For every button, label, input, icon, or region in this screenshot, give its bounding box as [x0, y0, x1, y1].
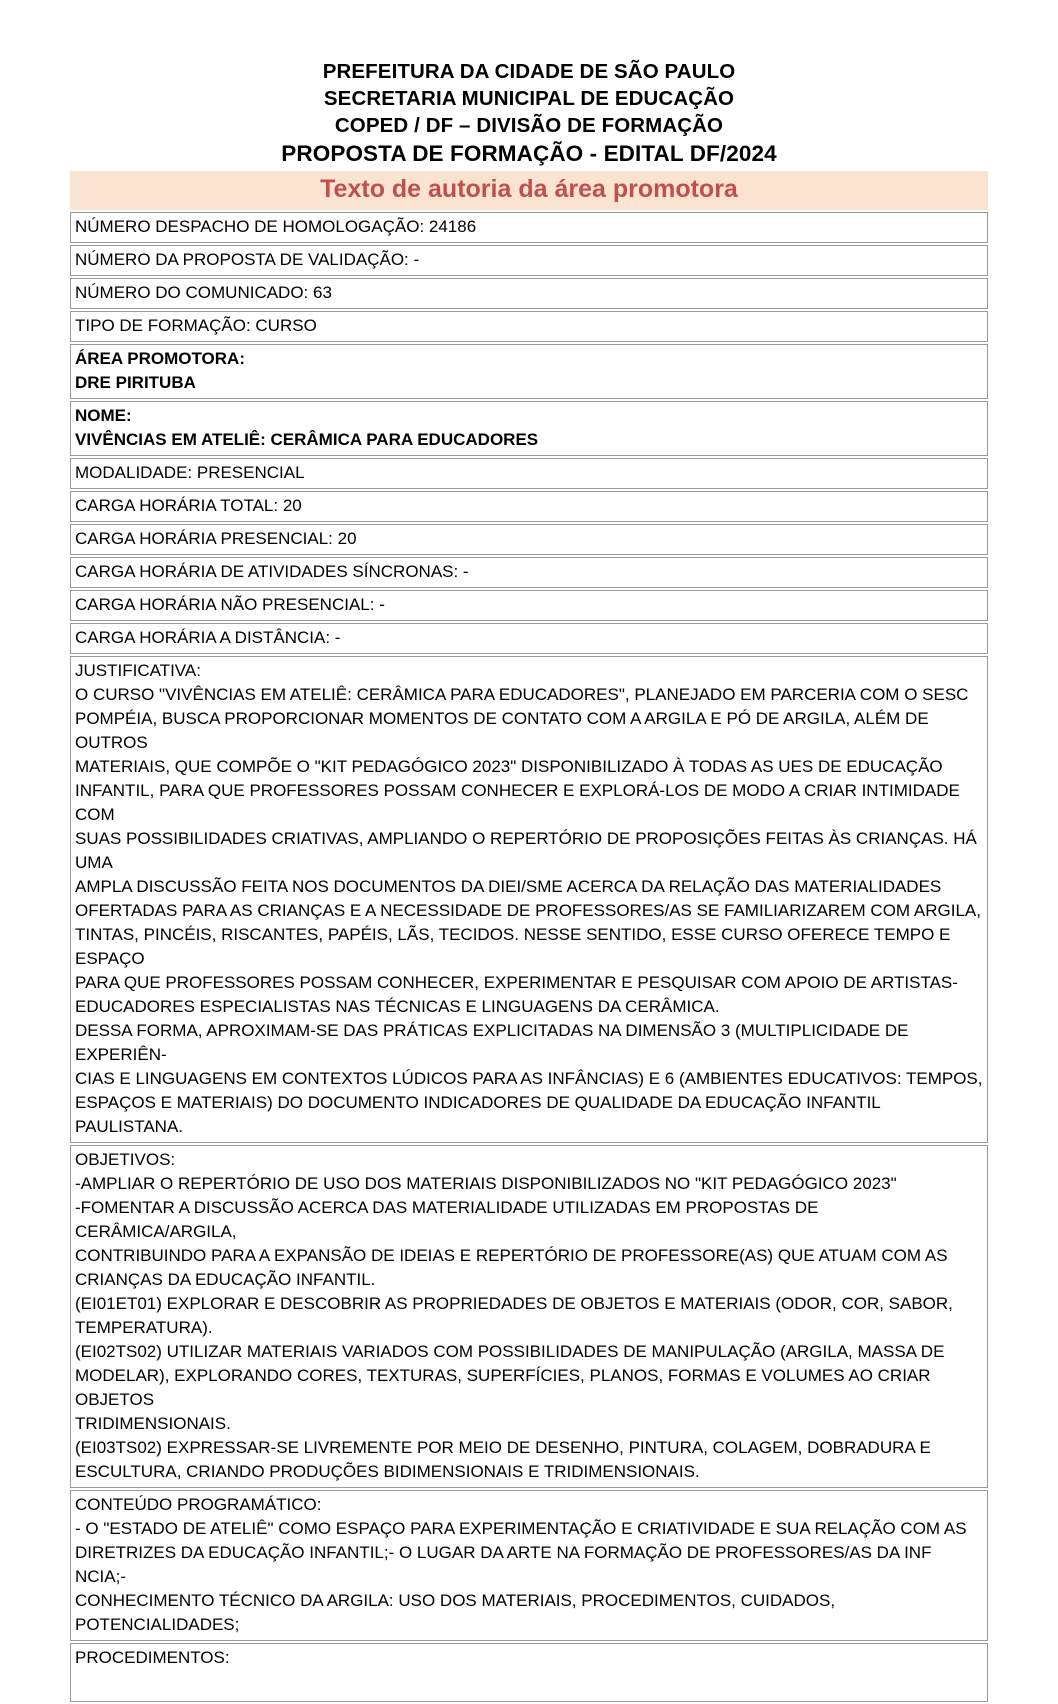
objetivos-line: -FOMENTAR A DISCUSSÃO ACERCA DAS MATERIALIDADE UTILIZADAS EM PROPOSTAS DE CERÂMICA/ARGILA, — [75, 1198, 824, 1241]
area-promotora-label: ÁREA PROMOTORA: — [75, 349, 245, 368]
table-row-carga-sincronas — [70, 557, 988, 588]
table-row-despacho — [70, 212, 988, 243]
field-area-promotora — [70, 344, 988, 399]
field-carga-nao-presencial: CARGA HORÁRIA NÃO PRESENCIAL: - — [70, 590, 988, 621]
banner-title: Texto de autoria da área promotora — [320, 175, 738, 203]
objetivos-line: -AMPLIAR O REPERTÓRIO DE USO DOS MATERIAIS DISPONIBILIZADOS NO "KIT PEDAGÓGICO 2023" — [75, 1174, 897, 1193]
field-tipo-formacao: TIPO DE FORMAÇÃO: CURSO — [70, 311, 988, 342]
nome-value: VIVÊNCIAS EM ATELIÊ: CERÂMICA PARA EDUCADORES — [75, 430, 539, 449]
table-row-nome — [70, 401, 988, 456]
table-row-justificativa — [70, 656, 988, 1143]
justificativa-line: AMPLA DISCUSSÃO FEITA NOS DOCUMENTOS DA DIEI/SME ACERCA DA RELAÇÃO DAS MATERIALIDADES — [75, 877, 942, 896]
area-promotora-value: DRE PIRITUBA — [75, 373, 196, 392]
table-row-modalidade — [70, 458, 988, 489]
field-justificativa — [70, 656, 988, 1143]
table-row-tipo-formacao — [70, 311, 988, 342]
procedimentos-label: PROCEDIMENTOS: — [75, 1648, 230, 1667]
table-row-objetivos — [70, 1145, 988, 1488]
conteudo-label: CONTEÚDO PROGRAMÁTICO: — [75, 1495, 322, 1514]
table-row-carga-presencial — [70, 524, 988, 555]
field-carga-distancia: CARGA HORÁRIA A DISTÂNCIA: - — [70, 623, 988, 654]
objetivos-line: (EI03TS02) EXPRESSAR-SE LIVREMENTE POR MEIO DE DESENHO, PINTURA, COLAGEM, DOBRADURA E — [75, 1438, 931, 1457]
justificativa-line: OFERTADAS PARA AS CRIANÇAS E A NECESSIDADE DE PROFESSORES/AS SE FAMILIARIZAREM COM ARGILA, — [75, 901, 981, 920]
justificativa-line: SUAS POSSIBILIDADES CRIATIVAS, AMPLIANDO O REPERTÓRIO DE PROPOSIÇÕES FEITAS ÀS CRIANÇAS. HÁ UMA — [75, 829, 982, 872]
objetivos-line: MODELAR), EXPLORANDO CORES, TEXTURAS, SUPERFÍCIES, PLANOS, FORMAS E VOLUMES AO CRIAR OBJETOS — [75, 1366, 936, 1409]
justificativa-label: JUSTIFICATIVA: — [75, 661, 201, 680]
field-nome — [70, 401, 988, 456]
table-row-conteudo — [70, 1490, 988, 1641]
table-row-proposta-validacao — [70, 245, 988, 276]
justificativa-line: PARA QUE PROFESSORES POSSAM CONHECER, EXPERIMENTAR E PESQUISAR COM APOIO DE ARTISTAS- — [75, 973, 958, 992]
document-heading — [0, 0, 1058, 169]
table-row-area-promotora — [70, 344, 988, 399]
justificativa-line: O CURSO "VIVÊNCIAS EM ATELIÊ: CERÂMICA PARA EDUCADORES", PLANEJADO EM PARCERIA COM O SESC — [75, 685, 969, 704]
objetivos-line: (EI01ET01) EXPLORAR E DESCOBRIR AS PROPRIEDADES DE OBJETOS E MATERIAIS (ODOR, COR, SABOR, — [75, 1294, 953, 1313]
justificativa-line: CIAS E LINGUAGENS EM CONTEXTOS LÚDICOS PARA AS INFÂNCIAS) E 6 (AMBIENTES EDUCATIVOS: TEMPOS, — [75, 1069, 983, 1088]
field-objetivos — [70, 1145, 988, 1488]
objetivos-line: CRIANÇAS DA EDUCAÇÃO INFANTIL. — [75, 1270, 376, 1289]
heading-line-4: PROPOSTA DE FORMAÇÃO - EDITAL DF/2024 — [281, 141, 777, 166]
section-banner — [70, 171, 988, 210]
objetivos-line: TRIDIMENSIONAIS. — [75, 1414, 231, 1433]
heading-line-1: PREFEITURA DA CIDADE DE SÃO PAULO — [322, 60, 736, 83]
field-carga-presencial: CARGA HORÁRIA PRESENCIAL: 20 — [70, 524, 988, 555]
table-row-carga-total — [70, 491, 988, 522]
heading-line-2: SECRETARIA MUNICIPAL DE EDUCAÇÃO — [323, 87, 735, 110]
nome-label: NOME: — [75, 406, 132, 425]
objetivos-label: OBJETIVOS: — [75, 1150, 176, 1169]
table-row-carga-nao-presencial — [70, 590, 988, 621]
field-carga-total: CARGA HORÁRIA TOTAL: 20 — [70, 491, 988, 522]
field-comunicado: NÚMERO DO COMUNICADO: 63 — [70, 278, 988, 309]
field-conteudo-programatico — [70, 1490, 988, 1641]
heading-line-3: COPED / DF – DIVISÃO DE FORMAÇÃO — [334, 114, 724, 137]
justificativa-line: DESSA FORMA, APROXIMAM-SE DAS PRÁTICAS EXPLICITADAS NA DIMENSÃO 3 (MULTIPLICIDADE DE EXPERIÊN- — [75, 1021, 914, 1064]
justificativa-line: TINTAS, PINCÉIS, RISCANTES, PAPÉIS, LÃS, TECIDOS. NESSE SENTIDO, ESSE CURSO OFERECE TEMPO E ESPAÇO — [75, 925, 956, 968]
conteudo-line: CONHECIMENTO TÉCNICO DA ARGILA: USO DOS MATERIAIS, PROCEDIMENTOS, CUIDADOS, POTENCIALIDADES; — [75, 1591, 840, 1634]
objetivos-line: TEMPERATURA). — [75, 1318, 213, 1337]
field-carga-sincronas: CARGA HORÁRIA DE ATIVIDADES SÍNCRONAS: - — [70, 557, 988, 588]
justificativa-line: MATERIAIS, QUE COMPÕE O "KIT PEDAGÓGICO 2023" DISPONIBILIZADO À TODAS AS UES DE EDUCAÇÃO — [75, 757, 943, 776]
objetivos-line: CONTRIBUINDO PARA A EXPANSÃO DE IDEIAS E REPERTÓRIO DE PROFESSORE(AS) QUE ATUAM COM AS — [75, 1246, 948, 1265]
justificativa-line: POMPÉIA, BUSCA PROPORCIONAR MOMENTOS DE CONTATO COM A ARGILA E PÓ DE ARGILA, ALÉM DE OUTROS — [75, 709, 934, 752]
justificativa-line: INFANTIL, PARA QUE PROFESSORES POSSAM CONHECER E EXPLORÁ-LOS DE MODO A CRIAR INTIMIDADE COM — [75, 781, 965, 824]
conteudo-line: DIRETRIZES DA EDUCAÇÃO INFANTIL;- O LUGAR DA ARTE NA FORMAÇÃO DE PROFESSORES/AS DA INF NCIA;- — [75, 1543, 937, 1586]
justificativa-line: ESPAÇOS E MATERIAIS) DO DOCUMENTO INDICADORES DE QUALIDADE DA EDUCAÇÃO INFANTIL PAULISTANA. — [75, 1093, 885, 1136]
table-row-procedimentos — [70, 1643, 988, 1702]
field-procedimentos — [70, 1643, 988, 1702]
proposal-table — [70, 210, 988, 1704]
field-proposta-validacao: NÚMERO DA PROPOSTA DE VALIDAÇÃO: - — [70, 245, 988, 276]
objetivos-line: ESCULTURA, CRIANDO PRODUÇÕES BIDIMENSIONAIS E TRIDIMENSIONAIS. — [75, 1462, 700, 1481]
objetivos-line: (EI02TS02) UTILIZAR MATERIAIS VARIADOS COM POSSIBILIDADES DE MANIPULAÇÃO (ARGILA, MASSA DE — [75, 1342, 945, 1361]
table-row-comunicado — [70, 278, 988, 309]
field-modalidade: MODALIDADE: PRESENCIAL — [70, 458, 988, 489]
conteudo-line: - O "ESTADO DE ATELIÊ" COMO ESPAÇO PARA EXPERIMENTAÇÃO E CRIATIVIDADE E SUA RELAÇÃO COM AS — [75, 1519, 967, 1538]
table-row-carga-distancia — [70, 623, 988, 654]
field-despacho: NÚMERO DESPACHO DE HOMOLOGAÇÃO: 24186 — [70, 212, 988, 243]
justificativa-line: EDUCADORES ESPECIALISTAS NAS TÉCNICAS E LINGUAGENS DA CERÂMICA. — [75, 997, 720, 1016]
